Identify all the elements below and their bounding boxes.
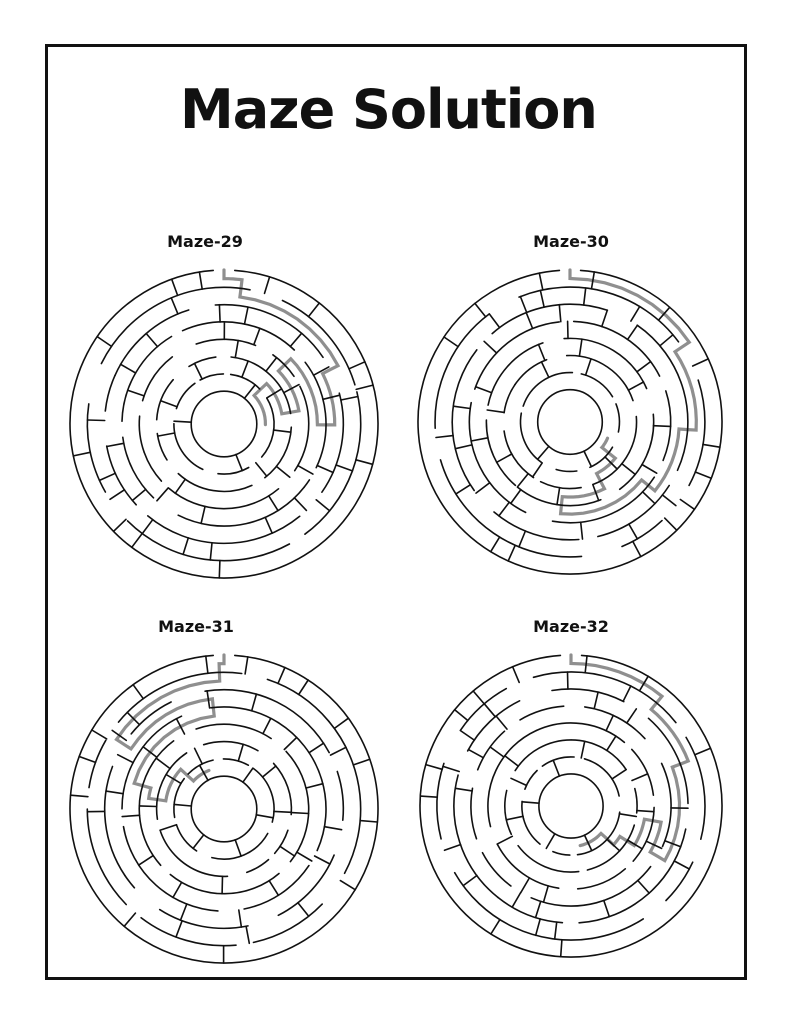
maze-31-label: Maze-31: [158, 617, 234, 636]
maze-29-label: Maze-29: [167, 232, 243, 251]
solution-path: [224, 270, 338, 425]
maze-30-circular-maze: [416, 268, 724, 576]
page-title: Maze Solution: [180, 78, 597, 141]
maze-31-circular-maze: [68, 653, 380, 965]
maze-30-label: Maze-30: [533, 232, 609, 251]
maze-29-circular-maze: [68, 268, 380, 580]
maze-walls: [420, 655, 722, 957]
maze-walls: [70, 655, 378, 963]
maze-32-circular-maze: [418, 653, 724, 959]
maze-32-label: Maze-32: [533, 617, 609, 636]
maze-walls: [418, 270, 722, 574]
